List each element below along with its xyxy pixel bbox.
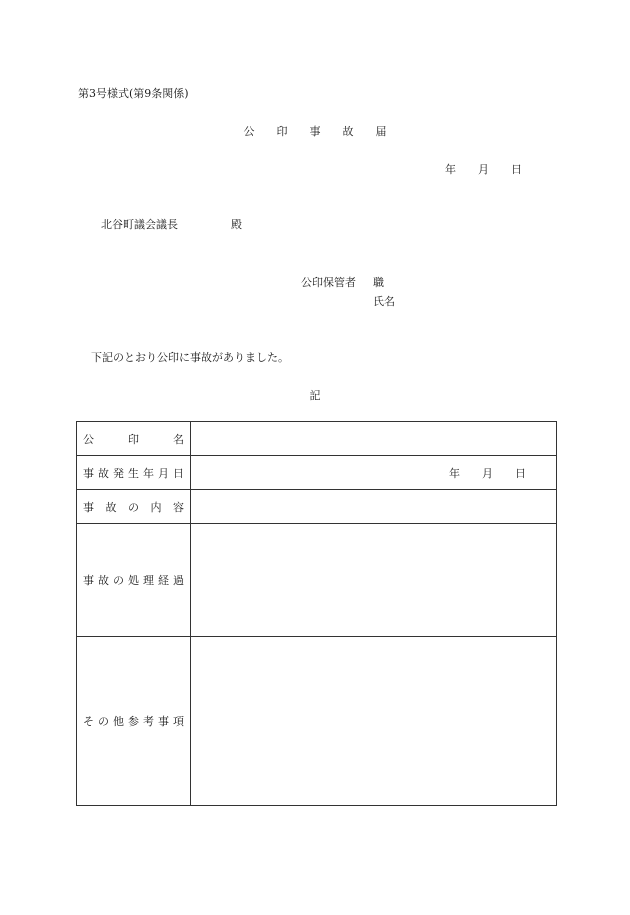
table-row-handling-progress xyxy=(77,524,557,637)
table-row-incident-date xyxy=(77,456,557,490)
label-char: 故 xyxy=(98,466,109,480)
form-number: 第3号様式(第9条関係) xyxy=(78,87,189,100)
label-char: 考 xyxy=(143,715,154,728)
label-other-notes xyxy=(77,637,191,806)
label-incident-details xyxy=(77,490,191,524)
label-char: 日 xyxy=(173,466,184,480)
label-char: 事 xyxy=(83,500,94,514)
custodian-label: 公印保管者 xyxy=(301,276,356,289)
label-char: 故 xyxy=(105,500,117,514)
label-char: の xyxy=(128,500,139,514)
label-char: 内 xyxy=(150,500,162,514)
label-char: 項 xyxy=(173,715,184,728)
addressee-honorific: 殿 xyxy=(231,218,242,231)
value-seal-name[interactable] xyxy=(191,422,557,456)
label-char: 事 xyxy=(83,466,94,480)
incident-table xyxy=(76,421,557,806)
label-char: の xyxy=(98,715,109,728)
label-incident-date xyxy=(77,456,191,490)
label-char: そ xyxy=(83,715,94,728)
ki-heading: 記 xyxy=(309,389,321,402)
year-label: 年 xyxy=(449,466,460,480)
label-char: 印 xyxy=(128,432,139,446)
document-title: 公印事故届 xyxy=(243,125,409,138)
label-char: 他 xyxy=(113,715,124,728)
label-char: 発 xyxy=(113,466,124,480)
label-char: 過 xyxy=(173,574,184,587)
submission-date xyxy=(445,161,522,177)
value-other-notes[interactable] xyxy=(191,637,557,806)
label-char: 事 xyxy=(158,715,169,728)
label-char: 処 xyxy=(128,574,139,587)
value-incident-details[interactable] xyxy=(191,490,557,524)
label-char: 月 xyxy=(158,466,169,480)
year-label: 年 xyxy=(445,163,456,176)
label-seal-name xyxy=(77,422,191,456)
month-label: 月 xyxy=(482,466,493,480)
label-char: 故 xyxy=(98,574,109,587)
name-label: 氏名 xyxy=(373,295,395,308)
label-char: 生 xyxy=(128,466,139,480)
value-incident-date[interactable] xyxy=(191,456,557,490)
value-handling-progress[interactable] xyxy=(191,524,557,637)
table-row-other-notes xyxy=(77,637,557,806)
table-row-incident-details xyxy=(77,490,557,524)
month-label: 月 xyxy=(478,163,489,176)
day-label: 日 xyxy=(515,466,526,480)
label-char: 理 xyxy=(143,574,154,587)
label-char: の xyxy=(113,574,124,587)
label-char: 名 xyxy=(173,432,184,446)
label-char: 公 xyxy=(83,432,94,446)
label-char: 容 xyxy=(173,500,184,514)
label-char: 経 xyxy=(158,574,169,587)
label-char: 参 xyxy=(128,715,139,728)
statement-text: 下記のとおり公印に事故がありました。 xyxy=(91,351,289,364)
day-label: 日 xyxy=(511,163,522,176)
incident-date-ymd xyxy=(449,465,526,481)
label-char: 年 xyxy=(143,466,154,480)
label-char: 事 xyxy=(83,574,94,587)
addressee-name: 北谷町議会議長 xyxy=(101,218,178,231)
table-row-seal-name xyxy=(77,422,557,456)
label-handling-progress xyxy=(77,524,191,637)
position-label: 職 xyxy=(373,276,384,289)
